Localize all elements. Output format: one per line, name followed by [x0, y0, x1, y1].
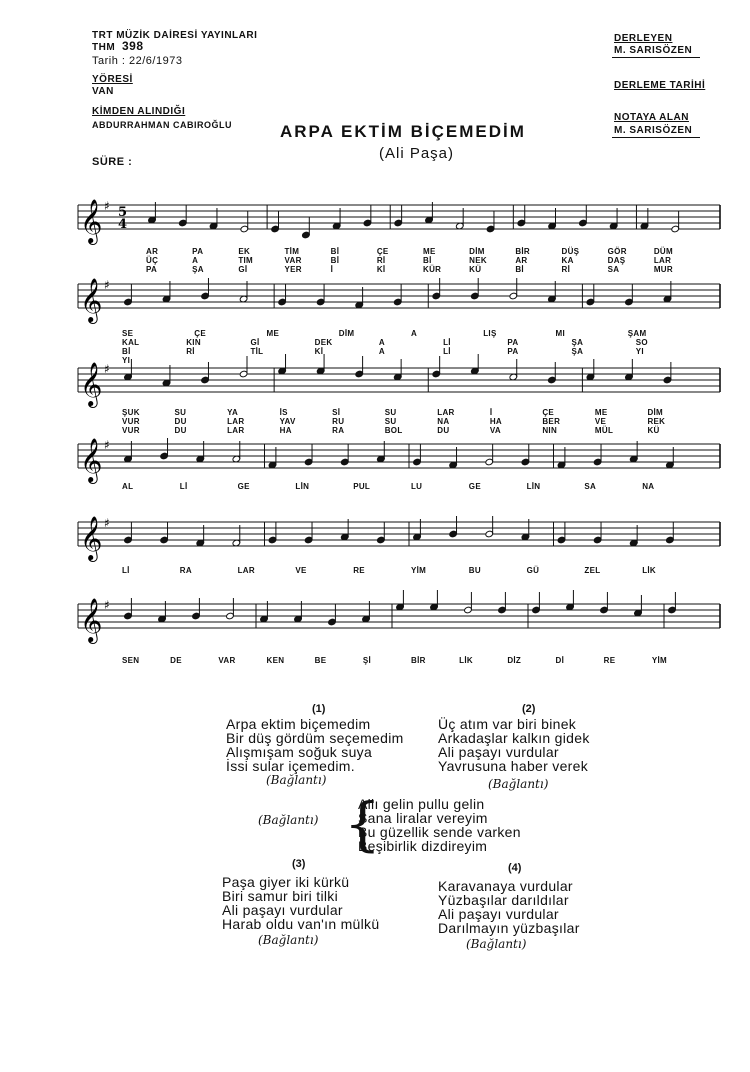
lyric-syllable: LU	[411, 482, 423, 491]
lyric-syllable: MUR	[653, 265, 673, 274]
sharp-icon: ♯	[104, 362, 110, 376]
chorus-line: Bu güzellik sende varken	[358, 824, 521, 840]
lyric-syllable: SU	[384, 417, 397, 426]
lyric-syllable: DU	[437, 426, 450, 435]
chorus-line: Sana liralar vereyim	[358, 810, 488, 826]
lyric-syllable: LAR	[237, 566, 255, 575]
lyric-syllable: RU	[332, 417, 345, 426]
verse-line: Üç atım var biri binek	[438, 716, 577, 732]
sharp-icon: ♯	[104, 516, 110, 530]
verse-line: Harab oldu van'ın mülkü	[222, 916, 380, 932]
verse-line: Karavanaya vurdular	[438, 878, 573, 894]
lyric-syllable: DU	[174, 426, 187, 435]
lyric-syllable: RE	[603, 656, 616, 665]
lyric-syllable: ÇE	[194, 329, 206, 338]
refrain-label: (Bağlantı)	[258, 933, 319, 947]
divider	[612, 137, 700, 138]
lyric-syllable: PA	[507, 347, 519, 356]
lyric-syllable: REK	[647, 417, 666, 426]
lyric-syllable: RA	[179, 566, 192, 575]
sharp-icon: ♯	[104, 438, 110, 452]
lyric-syllable: DÜM	[653, 247, 673, 256]
recording-date: Tarih : 22/6/1973	[92, 55, 183, 67]
compiler-value: M. SARISÖZEN	[614, 45, 693, 56]
lyric-syllable: VUR	[122, 417, 140, 426]
lyric-syllable: Bİ	[423, 256, 432, 265]
verse-line: Ali paşayı vurdular	[438, 906, 559, 922]
lyric-syllable: ME	[266, 329, 280, 338]
lyric-syllable: ÜÇ	[146, 256, 159, 265]
verse-line: Paşa giyer iki kürkü	[222, 874, 350, 890]
lyric-syllable: GE	[237, 482, 250, 491]
lyric-syllable: NEK	[469, 256, 487, 265]
lyric-syllable: SEN	[122, 656, 140, 665]
lyric-syllable: Lİ	[179, 482, 188, 491]
treble-clef-icon: 𝄞	[80, 362, 103, 406]
lyric-syllable: Bİ	[330, 247, 340, 256]
compiler-label: DERLEYEN	[614, 33, 673, 44]
lyric-syllable: Rİ	[376, 256, 386, 265]
treble-clef-icon: 𝄞	[80, 516, 103, 560]
lyric-syllable: MI	[555, 329, 565, 338]
lyric-syllable: Bİ	[122, 347, 131, 356]
lyric-syllable: ÇE	[376, 247, 389, 256]
lyric-syllable: Sİ	[332, 408, 341, 417]
chorus-lines	[358, 797, 521, 853]
sharp-icon: ♯	[104, 278, 110, 292]
verse-line: Ali paşayı vurdular	[438, 744, 559, 760]
lyric-syllable: ŞUK	[122, 408, 140, 417]
song-title: ARPA EKTİM BİÇEMEDİM	[280, 122, 526, 141]
lyric-syllable: A	[378, 338, 385, 347]
lyric-syllable: HA	[489, 417, 502, 426]
lyric-syllable: SU	[384, 408, 397, 417]
lyric-syllable: RA	[332, 426, 345, 435]
lyric-syllable: ŞA	[571, 347, 584, 356]
verse-1	[226, 717, 404, 773]
lyric-syllable: YİM	[411, 566, 427, 575]
lyric-syllable: Rİ	[186, 347, 195, 356]
brace-icon: {	[344, 790, 381, 858]
lyric-syllable: AR	[146, 247, 159, 256]
lyric-syllable: LAR	[653, 256, 672, 265]
lyric-syllable: ME	[594, 408, 608, 417]
lyric-syllable: KAL	[122, 338, 140, 347]
lyric-syllable: KÜ	[647, 426, 660, 435]
lyric-syllable: DİZ	[507, 656, 522, 665]
lyric-syllable: ŞA	[571, 338, 584, 347]
lyric-syllable: VUR	[122, 426, 140, 435]
lyric-syllable: ÇE	[542, 408, 555, 417]
lyric-syllable: KÜR	[423, 265, 442, 274]
lyric-syllable: Gİ	[238, 265, 248, 274]
lyric-syllable: BİR	[515, 247, 531, 256]
thm-number: 398	[122, 39, 144, 53]
treble-clef-icon: 𝄞	[80, 598, 103, 642]
lyric-syllable: VAR	[218, 656, 236, 665]
lyric-syllable: AL	[122, 482, 134, 491]
verse-2	[438, 717, 590, 773]
refrain-label: (Bağlantı)	[266, 773, 327, 787]
verse-line: Darılmayın yüzbaşılar	[438, 920, 580, 936]
lyric-syllable: TİM	[284, 247, 300, 256]
lyric-syllable: DAŞ	[607, 256, 626, 265]
lyric-syllable: SA	[584, 482, 597, 491]
lyric-syllable: İ	[489, 408, 493, 417]
lyric-syllable: ŞAM	[627, 329, 647, 338]
lyric-syllable: EK	[238, 247, 251, 256]
lyric-syllable: KIN	[186, 338, 201, 347]
lyric-syllable: GÖR	[607, 247, 627, 256]
chorus-line: Allı gelin pullu gelin	[358, 796, 485, 812]
lyric-syllable: YA	[227, 408, 239, 417]
lyric-syllable: Lİ	[443, 338, 451, 347]
staff-system	[0, 508, 750, 568]
thm-label: THM	[92, 42, 116, 53]
lyric-syllable: KÜ	[469, 265, 482, 274]
lyric-syllable: Kİ	[376, 265, 386, 274]
publisher-line: TRT MÜZİK DAİRESİ YAYINLARI	[92, 30, 258, 41]
lyric-syllable: VAR	[284, 256, 302, 265]
lyric-syllable: ME	[423, 247, 436, 256]
staff-system	[0, 191, 750, 251]
lyric-syllable: NIN	[542, 426, 558, 435]
compile-date-label: DERLEME TARİHİ	[614, 80, 706, 91]
time-signature: 4	[118, 217, 128, 232]
region-label: YÖRESİ	[92, 74, 133, 85]
lyric-syllable: A	[192, 256, 199, 265]
source-value: ABDURRAHMAN CABIROĞLU	[92, 120, 232, 130]
lyric-syllable: DİM	[338, 329, 355, 338]
verse-line: Alışmışam soğuk suya	[226, 744, 373, 760]
lyric-syllable: YI	[635, 347, 644, 356]
lyric-syllable: BU	[468, 566, 481, 575]
lyric-syllable: DÜŞ	[561, 247, 580, 256]
lyric-syllable: YI	[122, 356, 131, 365]
verse-number: (4)	[508, 862, 522, 874]
divider	[612, 57, 700, 58]
lyric-syllable: LİN	[295, 482, 310, 491]
lyric-syllable: YAV	[279, 417, 296, 426]
lyric-syllable: SA	[607, 265, 620, 274]
lyric-syllable: BER	[542, 417, 561, 426]
chorus-line: Beşibirlik dizdireyim	[358, 838, 488, 854]
lyric-syllable: İS	[279, 408, 288, 417]
sharp-icon: ♯	[104, 598, 110, 612]
refrain-label: (Bağlantı)	[466, 937, 527, 951]
lyric-syllable: Bİ	[515, 265, 524, 274]
lyric-syllable: GE	[468, 482, 481, 491]
lyric-syllable: Gİ	[250, 338, 260, 347]
lyric-syllable: Bİ	[330, 256, 340, 265]
lyric-syllable: İ	[330, 265, 334, 274]
lyric-syllable: PUL	[353, 482, 371, 491]
lyric-syllable: PA	[146, 265, 158, 274]
lyric-syllable: BİR	[411, 656, 426, 665]
lyric-syllable: DU	[174, 417, 187, 426]
notation-label: NOTAYA ALAN	[614, 112, 689, 123]
verse-line: Ali paşayı vurdular	[222, 902, 343, 918]
staff-system	[0, 590, 750, 650]
lyric-syllable: Rİ	[561, 265, 571, 274]
notation-value: M. SARISÖZEN	[614, 125, 693, 136]
lyric-syllable: DİM	[469, 247, 485, 256]
lyric-syllable: VA	[489, 426, 501, 435]
lyric-syllable: YİM	[651, 656, 667, 665]
lyric-syllable: SU	[174, 408, 187, 417]
lyric-syllable: SO	[635, 338, 648, 347]
lyric-syllable: KA	[561, 256, 574, 265]
treble-clef-icon: 𝄞	[80, 199, 103, 243]
source-label: KİMDEN ALINDIĞI	[92, 106, 186, 117]
lyric-syllable: LIŞ	[483, 329, 497, 338]
chorus-label: (Bağlantı)	[258, 813, 319, 827]
lyric-syllable: VE	[295, 566, 307, 575]
lyric-syllable: A	[411, 329, 418, 338]
lyric-syllable: DEK	[314, 338, 333, 347]
lyric-syllable: PA	[507, 338, 519, 347]
lyric-syllable: A	[378, 347, 385, 356]
verse-number: (1)	[312, 703, 326, 715]
lyric-syllable: TİL	[250, 347, 264, 356]
lyric-syllable: MÜL	[594, 426, 614, 435]
lyric-syllable: Şİ	[362, 656, 371, 665]
sharp-icon: ♯	[104, 199, 110, 213]
lyric-syllable: LİK	[459, 656, 473, 665]
lyric-syllable: Lİ	[122, 566, 130, 575]
lyric-syllable: ZEL	[584, 566, 601, 575]
lyric-syllable: GÜ	[526, 566, 540, 575]
staff-system	[0, 354, 750, 414]
lyric-syllable: LİN	[526, 482, 541, 491]
treble-clef-icon: 𝄞	[80, 278, 103, 322]
lyric-syllable: ŞA	[192, 265, 204, 274]
verse-line: Arpa ektim biçemedim	[226, 716, 371, 732]
verse-number: (2)	[522, 703, 536, 715]
verse-line: Biri samur biri tilki	[222, 888, 338, 904]
verse-line: İssi sular içemedim.	[226, 758, 355, 774]
lyric-syllable: VE	[594, 417, 607, 426]
verse-line: Yavrusuna haber verek	[438, 758, 589, 774]
lyric-syllable: Lİ	[443, 347, 451, 356]
verse-number: (3)	[292, 858, 306, 870]
verse-line: Arkadaşlar kalkın gidek	[438, 730, 590, 746]
lyric-syllable: BOL	[384, 426, 403, 435]
staff-system	[0, 270, 750, 330]
verse-line: Bir düş gördüm seçemedim	[226, 730, 404, 746]
lyric-syllable: AR	[515, 256, 528, 265]
lyric-syllable: DE	[170, 656, 182, 665]
lyric-syllable: BE	[314, 656, 327, 665]
lyric-syllable: KEN	[266, 656, 285, 665]
lyric-syllable: LİK	[642, 566, 656, 575]
verse-line: Yüzbaşılar darıldılar	[438, 892, 569, 908]
lyric-syllable: NA	[437, 417, 450, 426]
verse-3	[222, 875, 379, 931]
verse-4	[438, 879, 580, 935]
refrain-label: (Bağlantı)	[488, 777, 549, 791]
song-subtitle: (Ali Paşa)	[379, 145, 455, 162]
lyric-syllable: LAR	[227, 417, 245, 426]
lyric-syllable: DİM	[647, 408, 664, 417]
time-signature: 5	[118, 205, 128, 220]
lyric-syllable: LAR	[437, 408, 455, 417]
treble-clef-icon: 𝄞	[80, 438, 103, 482]
lyric-syllable: RE	[353, 566, 365, 575]
lyric-syllable: LAR	[227, 426, 245, 435]
lyric-syllable: Kİ	[314, 347, 324, 356]
lyric-syllable: Dİ	[555, 656, 565, 665]
lyric-syllable: SE	[122, 329, 134, 338]
duration-label: SÜRE :	[92, 156, 133, 168]
staff-system	[0, 430, 750, 490]
lyric-syllable: TIM	[238, 256, 254, 265]
lyric-syllable: NA	[642, 482, 655, 491]
region-value: VAN	[92, 86, 114, 97]
lyric-syllable: HA	[279, 426, 292, 435]
lyric-syllable: YER	[284, 265, 302, 274]
lyric-syllable: PA	[192, 247, 204, 256]
